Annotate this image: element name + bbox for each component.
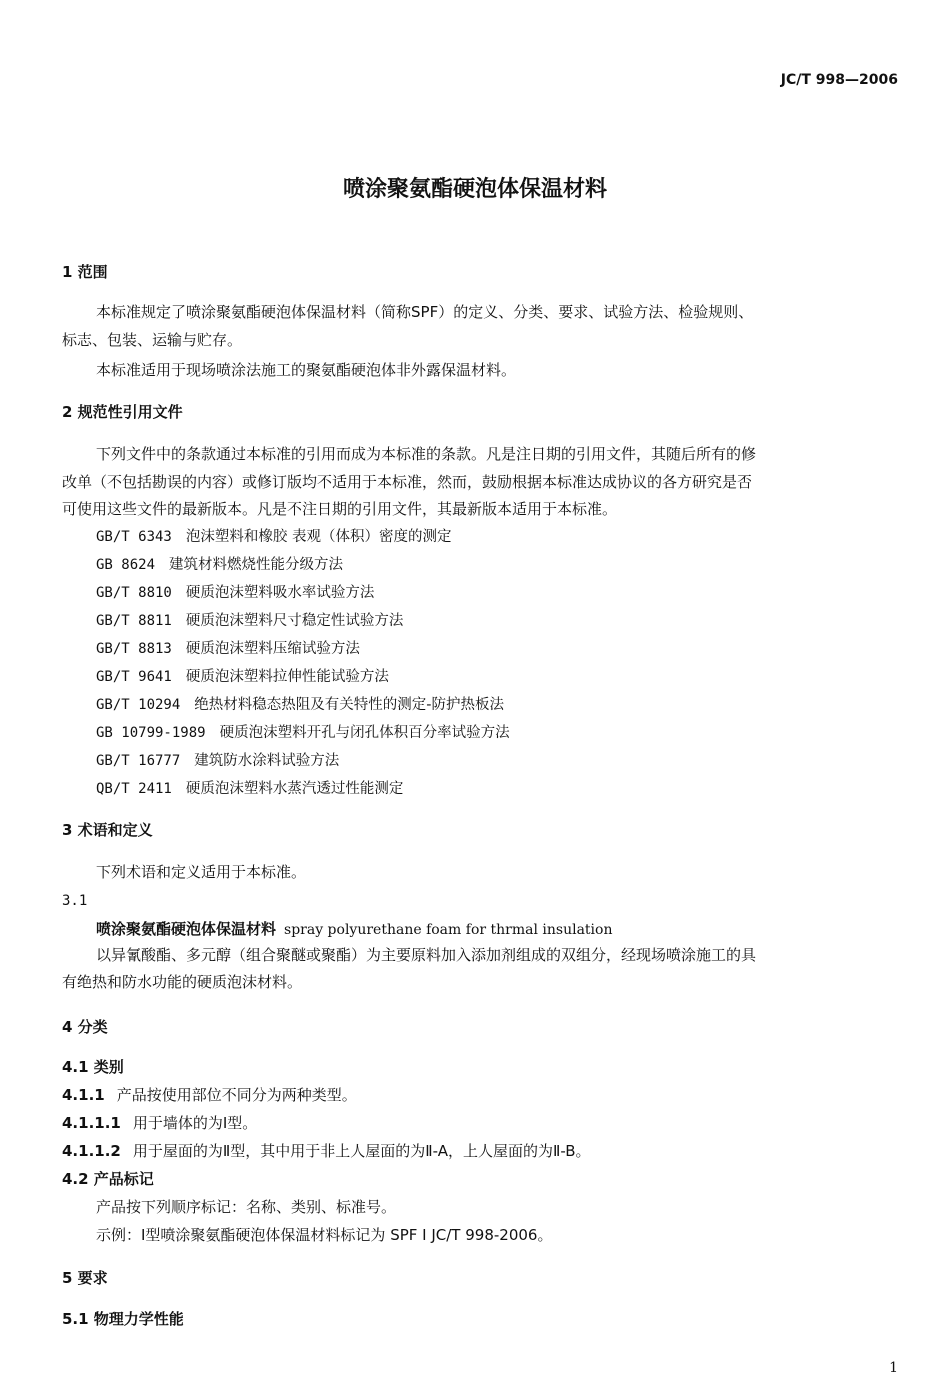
section-2-paragraph-line-3: 可使用这些文件的最新版本。凡是不注日期的引用文件，其最新版本适用于本标准。: [62, 500, 618, 518]
term-definition-line-1: 以异氰酸酯、多元醇（组合聚醚或聚酯）为主要原料加入添加剂组成的双组分，经现场喷涂施工的具: [96, 946, 757, 964]
reference-title: 建筑防水涂料试验方法: [194, 753, 340, 769]
reference-title: 泡沫塑料和橡胶 表观（体积）密度的测定: [185, 529, 452, 545]
reference-code: GB/T 8813: [96, 641, 172, 657]
reference-title: 绝热材料稳态热阻及有关特性的测定-防护热板法: [194, 697, 505, 713]
section-3-paragraph: 下列术语和定义适用于本标准。: [96, 863, 307, 881]
reference-item: [96, 667, 389, 687]
section-4-heading: 4 分类: [62, 1018, 108, 1036]
term-definition-line-2: 有绝热和防水功能的硬质泡沫材料。: [62, 973, 303, 991]
reference-code: GB/T 10294: [96, 697, 181, 713]
reference-code: GB/T 8810: [96, 585, 172, 601]
section-5-heading: 5 要求: [62, 1269, 108, 1287]
reference-item: [96, 751, 339, 771]
clause-4-1-1: [62, 1085, 357, 1105]
clause-4-1-heading: 4.1 类别: [62, 1058, 124, 1076]
reference-title: 建筑材料燃烧性能分级方法: [169, 557, 344, 573]
reference-code: GB/T 8811: [96, 613, 172, 629]
reference-title: 硬质泡沫塑料尺寸稳定性试验方法: [185, 613, 404, 629]
reference-code: GB/T 9641: [96, 669, 172, 685]
clause-number: 4.1.1: [62, 1086, 105, 1104]
reference-item: [96, 695, 504, 715]
reference-code: QB/T 2411: [96, 781, 172, 797]
reference-code: GB/T 6343: [96, 529, 172, 545]
reference-code: GB/T 16777: [96, 753, 181, 769]
reference-item: [96, 723, 510, 743]
section-3-heading: 3 术语和定义: [62, 821, 153, 839]
section-2-heading: 2 规范性引用文件: [62, 403, 183, 421]
reference-item: [96, 779, 403, 799]
clause-4-2-paragraph: 产品按下列顺序标记：名称、类别、标准号。: [96, 1198, 397, 1216]
reference-title: 硬质泡沫塑料吸水率试验方法: [185, 585, 375, 601]
term-english: spray polyurethane foam for thrmal insulation: [284, 922, 613, 938]
reference-item: [96, 527, 451, 547]
reference-title: 硬质泡沫塑料水蒸汽透过性能测定: [185, 781, 404, 797]
reference-item: [96, 555, 343, 575]
term-entry: [96, 919, 612, 940]
clause-text: 用于墙体的为Ⅰ型。: [132, 1114, 258, 1132]
section-2-paragraph-line-1: 下列文件中的条款通过本标准的引用而成为本标准的条款。凡是注日期的引用文件，其随后所有的修: [96, 445, 757, 463]
section-1-heading: 1 范围: [62, 263, 108, 281]
clause-number: 4.1.1.1: [62, 1114, 121, 1132]
clause-number: 4.1.1.2: [62, 1142, 121, 1160]
section-1-paragraph-1-line-2: 标志、包装、运输与贮存。: [62, 331, 243, 349]
clause-5-1-heading: 5.1 物理力学性能: [62, 1310, 184, 1328]
clause-4-1-1-2: [62, 1141, 591, 1161]
reference-title: 硬质泡沫塑料压缩试验方法: [185, 641, 360, 657]
reference-code: GB 8624: [96, 557, 156, 573]
reference-title: 硬质泡沫塑料开孔与闭孔体积百分率试验方法: [219, 725, 510, 741]
section-2-paragraph-line-2: 改单（不包括勘误的内容）或修订版均不适用于本标准，然而，鼓励根据本标准达成协议的各方研究是否: [62, 473, 753, 491]
clause-text: 产品按使用部位不同分为两种类型。: [116, 1086, 357, 1104]
section-1-paragraph-1-line-1: 本标准规定了喷涂聚氨酯硬泡体保温材料（简称SPF）的定义、分类、要求、试验方法、检验规则、: [96, 303, 754, 321]
clause-text: 用于屋面的为Ⅱ型，其中用于非上人屋面的为Ⅱ-A，上人屋面的为Ⅱ-B。: [132, 1142, 591, 1160]
reference-item: [96, 611, 403, 631]
term-chinese: 喷涂聚氨酯硬泡体保温材料: [96, 920, 277, 938]
reference-title: 硬质泡沫塑料拉伸性能试验方法: [185, 669, 389, 685]
page-number: 1: [889, 1360, 898, 1376]
reference-item: [96, 583, 374, 603]
clause-4-2-example: 示例：Ⅰ型喷涂聚氨酯硬泡体保温材料标记为 SPF Ⅰ JC/T 998-2006。: [96, 1226, 553, 1244]
document-title: 喷涂聚氨酯硬泡体保温材料: [342, 176, 607, 202]
section-1-paragraph-2: 本标准适用于现场喷涂法施工的聚氨酯硬泡体非外露保温材料。: [96, 361, 517, 379]
standard-number: JC/T 998—2006: [780, 72, 898, 88]
reference-item: [96, 639, 360, 659]
clause-4-2-heading: 4.2 产品标记: [62, 1170, 154, 1188]
clause-number: 3.1: [62, 893, 88, 909]
reference-code: GB 10799-1989: [96, 725, 206, 741]
clause-4-1-1-1: [62, 1113, 257, 1133]
